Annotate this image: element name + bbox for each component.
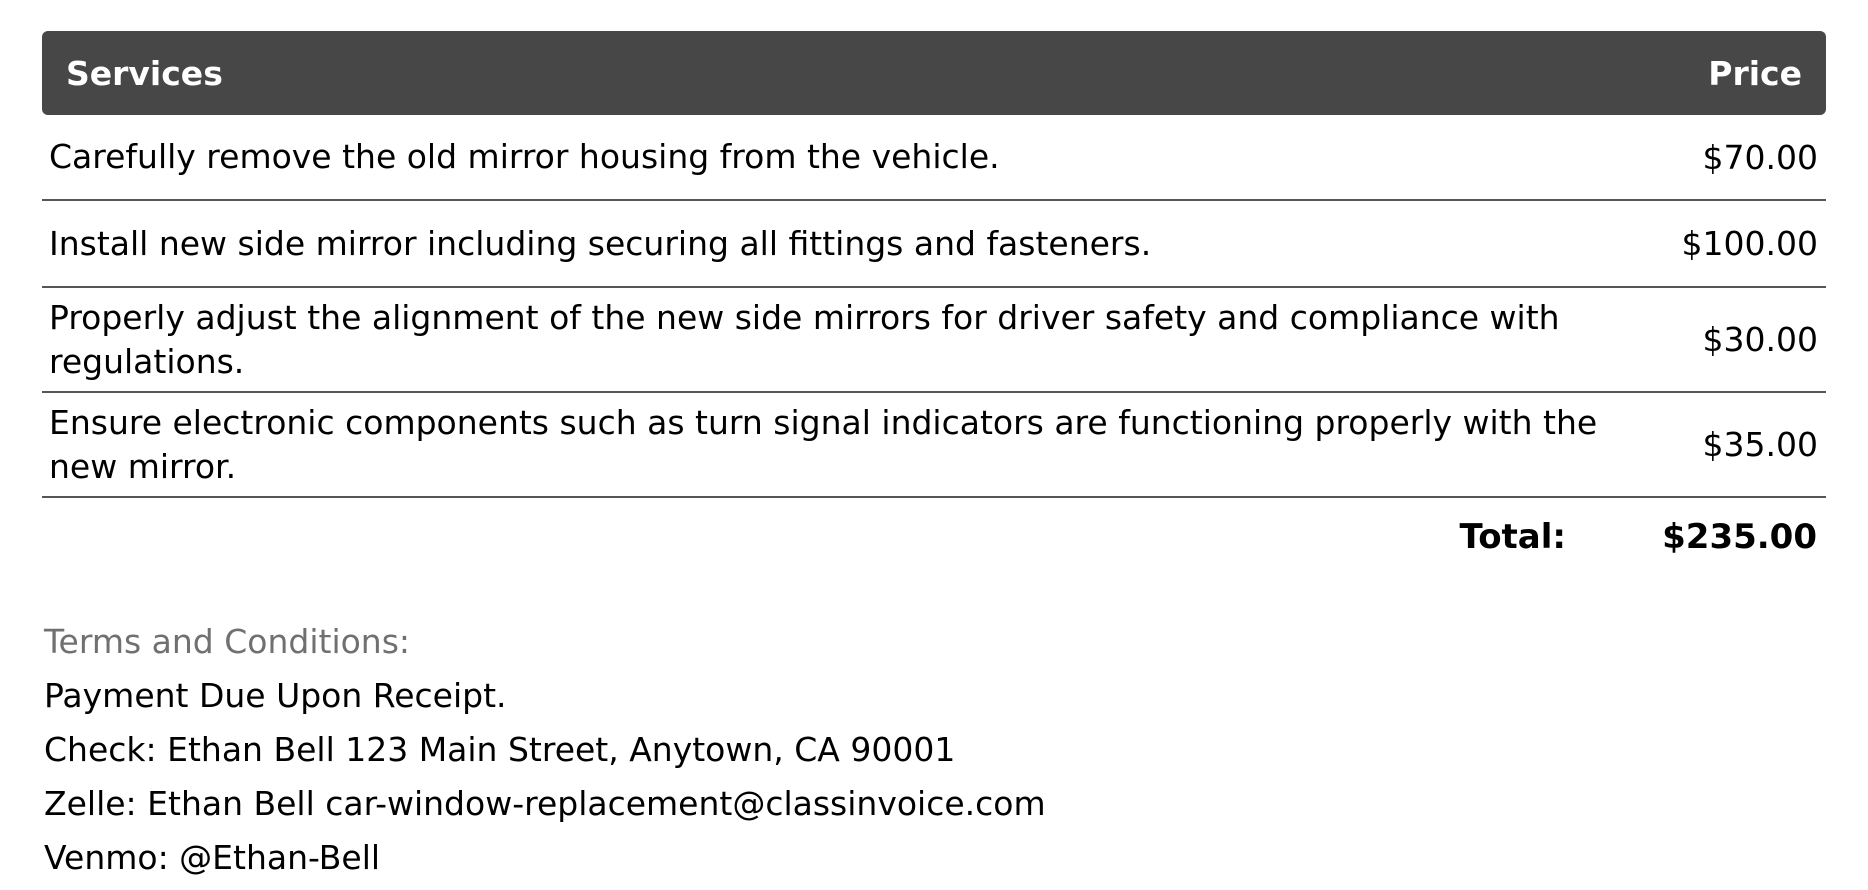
terms-section (44, 620, 1046, 890)
terms-line: Check: Ethan Bell 123 Main Street, Anytown, CA 90001 (44, 730, 956, 769)
total-label: Total: (1459, 517, 1566, 557)
total-value: $235.00 (1662, 517, 1817, 557)
terms-line: Venmo: @Ethan-Bell (44, 838, 381, 877)
terms-line: Zelle: Ethan Bell car-window-replacement@classinvoice.com (44, 784, 1046, 823)
table-row (42, 115, 1826, 201)
service-price: $100.00 (1681, 224, 1818, 263)
service-price: $35.00 (1702, 425, 1818, 464)
service-description: Properly adjust the alignment of the new side mirrors for driver safety and compliance with regulations. (49, 297, 1560, 381)
service-price: $30.00 (1702, 320, 1818, 359)
services-table (42, 31, 1826, 498)
service-description: Install new side mirror including securing all fittings and fasteners. (49, 223, 1152, 263)
terms-line: Payment Due Upon Receipt. (44, 676, 507, 715)
terms-title: Terms and Conditions: (44, 622, 411, 661)
service-description: Carefully remove the old mirror housing from the vehicle. (49, 137, 1000, 176)
total-row (42, 515, 1826, 565)
service-description: Ensure electronic components such as turn signal indicators are functioning properly with the new mirror. (49, 402, 1598, 486)
table-row (42, 201, 1826, 288)
header-services: Services (66, 53, 223, 93)
table-row (42, 393, 1826, 498)
header-price: Price (1708, 53, 1802, 93)
service-price: $70.00 (1702, 137, 1818, 177)
table-header (42, 31, 1826, 115)
table-row (42, 288, 1826, 393)
